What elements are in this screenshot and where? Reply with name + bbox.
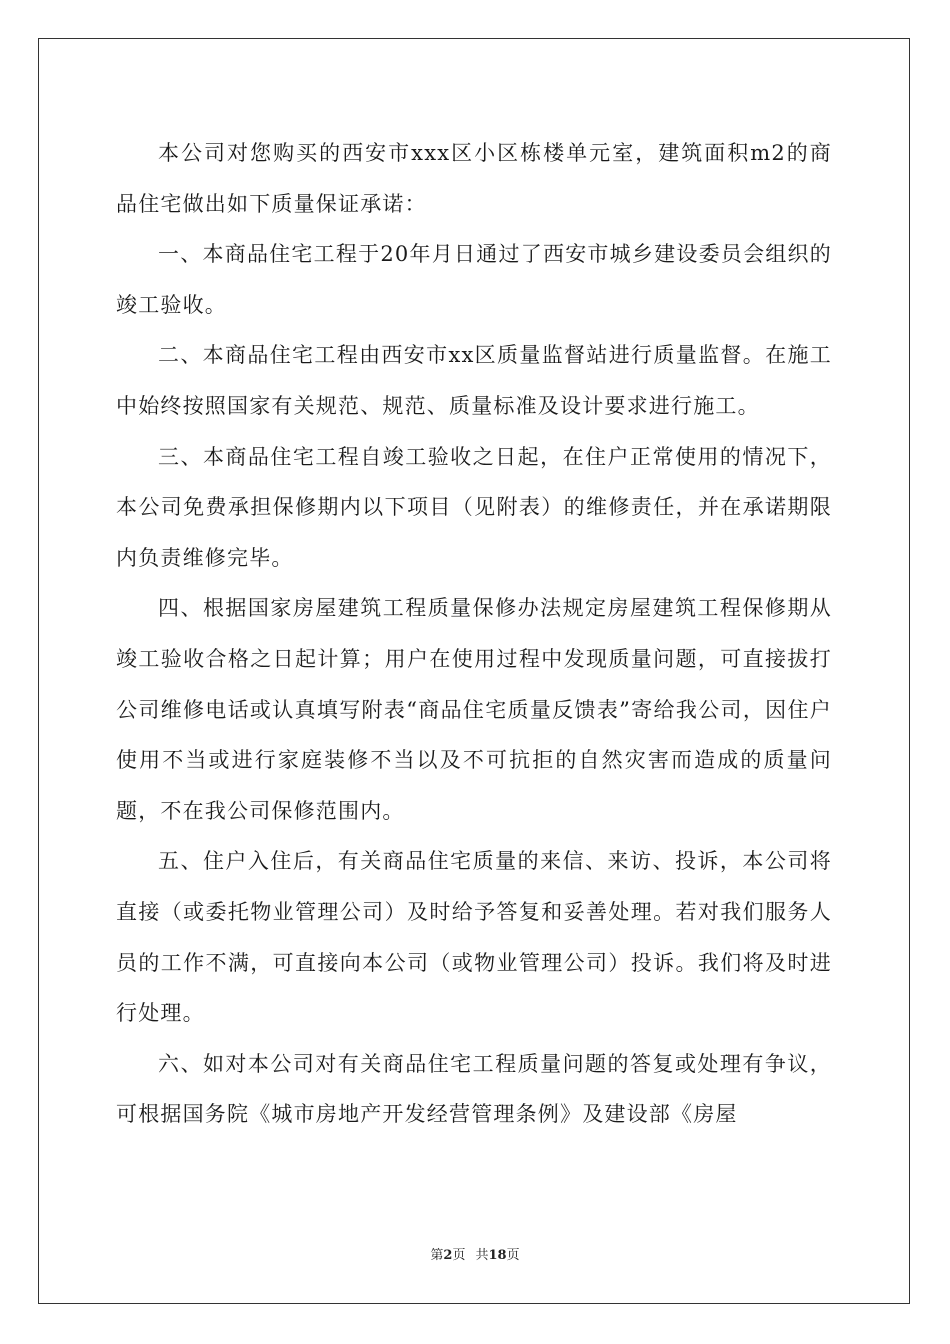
total-indicator (475, 1248, 519, 1263)
page-unit: 页 (452, 1248, 466, 1263)
page-prefix: 第 (430, 1248, 444, 1263)
page-footer (0, 1246, 950, 1266)
paragraph-intro: 本公司对您购买的西安市xxx区小区栋楼单元室，建筑面积m2的商品住宅做出如下质量保证承诺： (116, 141, 832, 216)
total-pages: 18 (488, 1248, 507, 1263)
paragraph-5: 五、住户入住后，有关商品住宅质量的来信、来访、投诉，本公司将直接（或委托物业管理公司）及时给予答复和妥善处理。若对我们服务人员的工作不满，可直接向本公司（或物业管理公司）投诉。我们将及时进行处理。 (116, 849, 832, 1026)
page-indicator (430, 1248, 465, 1263)
document-body (116, 128, 832, 1140)
paragraph-3: 三、本商品住宅工程自竣工验收之日起，在住户正常使用的情况下，本公司免费承担保修期内以下项目（见附表）的维修责任，并在承诺期限内负责维修完毕。 (116, 444, 832, 570)
paragraph-4: 四、根据国家房屋建筑工程质量保修办法规定房屋建筑工程保修期从竣工验收合格之日起计算；用户在使用过程中发现质量问题，可直接拔打公司维修电话或认真填写附表“商品住宅质量反馈表”寄给我公司，因住户使用不当或进行家庭装修不当以及不可抗拒的自然灾害而造成的质量问题，不在我公司保修范围内。 (116, 596, 832, 823)
paragraph-6: 六、如对本公司对有关商品住宅工程质量问题的答复或处理有争议，可根据国务院《城市房地产开发经营管理条例》及建设部《房屋 (116, 1051, 832, 1127)
paragraph-1: 一、本商品住宅工程于20年月日通过了西安市城乡建设委员会组织的竣工验收。 (116, 242, 832, 317)
total-prefix: 共 (475, 1248, 489, 1263)
page-number: 2 (443, 1248, 453, 1263)
paragraph-2: 二、本商品住宅工程由西安市xx区质量监督站进行质量监督。在施工中始终按照国家有关规范、规范、质量标准及设计要求进行施工。 (116, 343, 832, 418)
total-unit: 页 (506, 1248, 520, 1263)
